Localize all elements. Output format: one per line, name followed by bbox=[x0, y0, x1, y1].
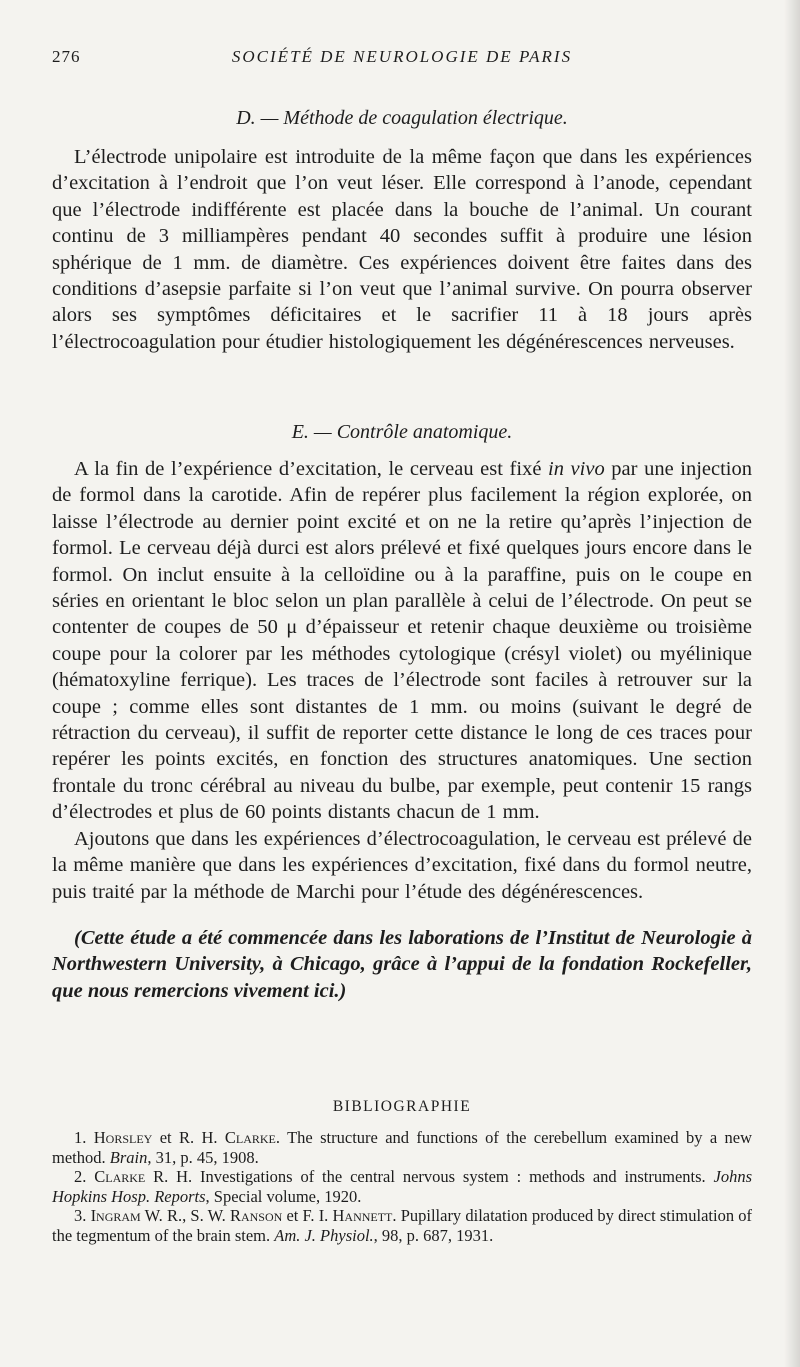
ref-text: et F. I. bbox=[282, 1206, 333, 1225]
ref-number: 3. bbox=[74, 1206, 87, 1225]
section-d bbox=[52, 104, 752, 355]
ref-text: et R. H. bbox=[152, 1128, 225, 1147]
running-header bbox=[52, 47, 752, 71]
ref-text: , 31, p. 45, 1908. bbox=[147, 1147, 259, 1167]
para1-italic: in vivo bbox=[548, 458, 605, 480]
bibliography bbox=[52, 1096, 752, 1245]
bibliography-title: BIBLIOGRAPHIE bbox=[332, 1098, 472, 1115]
section-e-paragraph-1 bbox=[52, 456, 752, 826]
ref-text: W. R., S. W. bbox=[140, 1206, 230, 1225]
ref-text: , Special volume, 1920. bbox=[205, 1186, 362, 1206]
ref-number: 2. bbox=[74, 1167, 87, 1186]
ref-text: . The structure and functions of the cerebellum examined by a new method. bbox=[52, 1128, 752, 1167]
para1-text-b: par une injection de formol dans la carotide. Afin de repérer plus facilement la région explorée, on laisse l’électrode au dernier point excité et on ne la retire qu’après l’injection de formol. Le cerveau déjà durci est alors prélevé et fixé quelques jours encore dans le formol. On inclut ensuite à la celloïdine ou à la paraffine, puis on le coupe en séries en orientant le bloc selon un plan parallèle à celui de l’électrode. On peut se contenter de coupes de 50 μ d’épaisseur et retenir chaque deuxième ou troisième coupe pour la colorer par les méthodes cytologique (crésyl violet) ou myélinique (hématoxyline ferrique). Les traces de l’électrode sont faciles à retrouver sur la coupe ; comme elles sont distantes de 1 mm. ou moins (suivant le degré de rétraction du cerveau), il suffit de reporter cette distance le long de ces traces pour repérer les points excités, en fonction des structures anatomiques. Une section frontale du tronc cérébral au niveau du bulbe, par exemple, peut contenir 15 rangs d’électrodes et plus de 60 points distants chacun de 1 mm. bbox=[52, 458, 752, 824]
ref-journal: Brain bbox=[109, 1147, 148, 1167]
para1-text-a: A la fin de l’expérience d’excitation, le cerveau est fixé bbox=[74, 458, 549, 480]
acknowledgement: (Cette étude a été commencée dans les laborations de l’Institut de Neurologie à Northwestern University, à Chicago, grâce à l’appui de la fondation Rockefeller, que nous remercions vivement ici.) bbox=[52, 926, 752, 1002]
page-number: 276 bbox=[52, 47, 81, 66]
ref-text: , 98, p. 687, 1931. bbox=[373, 1225, 494, 1245]
section-e bbox=[52, 418, 752, 1004]
ref-author: Horsley bbox=[93, 1128, 153, 1147]
ref-author: Clarke bbox=[224, 1128, 276, 1147]
ref-author: Hannett bbox=[332, 1206, 393, 1225]
reference-2 bbox=[52, 1167, 752, 1206]
section-d-heading: D. — Méthode de coagulation électrique. bbox=[236, 107, 568, 129]
reference-3 bbox=[52, 1206, 752, 1245]
ref-text: R. H. Investigations of the central nervous system : methods and instruments. bbox=[145, 1167, 714, 1186]
ref-text: . Pupillary dilatation produced by direct stimulation of the tegmentum of the brain stem. bbox=[52, 1206, 752, 1245]
ref-number: 1. bbox=[74, 1128, 87, 1147]
ref-author: Ranson bbox=[229, 1206, 283, 1225]
ref-author: Ingram bbox=[90, 1206, 141, 1225]
section-e-paragraph-2: Ajoutons que dans les expériences d’électrocoagulation, le cerveau est prélevé de la même manière que dans les expériences d’excitation, fixé dans du formol neutre, puis traité par la méthode de Marchi pour l’étude des dégénérescences. bbox=[52, 827, 752, 903]
page-edge-shadow bbox=[784, 0, 800, 1367]
ref-author: Clarke bbox=[94, 1167, 146, 1186]
ref-journal: Am. J. Physiol. bbox=[274, 1225, 374, 1245]
section-d-paragraph: L’électrode unipolaire est introduite de la même façon que dans les expériences d’excitation à l’endroit que l’on veut léser. Elle correspond à l’anode, cependant que l’électrode indifférente est placée dans la bouche de l’animal. Un courant continu de 3 milliampères pendant 40 secondes suffit à produire une lésion sphérique de 1 mm. de diamètre. Ces expériences doivent être faites dans des conditions d’asepsie parfaite si l’on veut que l’animal survive. On pourra observer alors ses symptômes déficitaires et le sacrifier 11 à 18 jours après l’électrocoagulation pour étudier histologiquement les dégénérescences nerveuses. bbox=[52, 146, 752, 353]
section-e-heading: E. — Contrôle anatomique. bbox=[291, 421, 513, 443]
reference-1 bbox=[52, 1128, 752, 1167]
journal-title: SOCIÉTÉ DE NEUROLOGIE DE PARIS bbox=[231, 47, 573, 66]
ref-journal: Johns Hopkins Hosp. Reports bbox=[52, 1167, 753, 1206]
